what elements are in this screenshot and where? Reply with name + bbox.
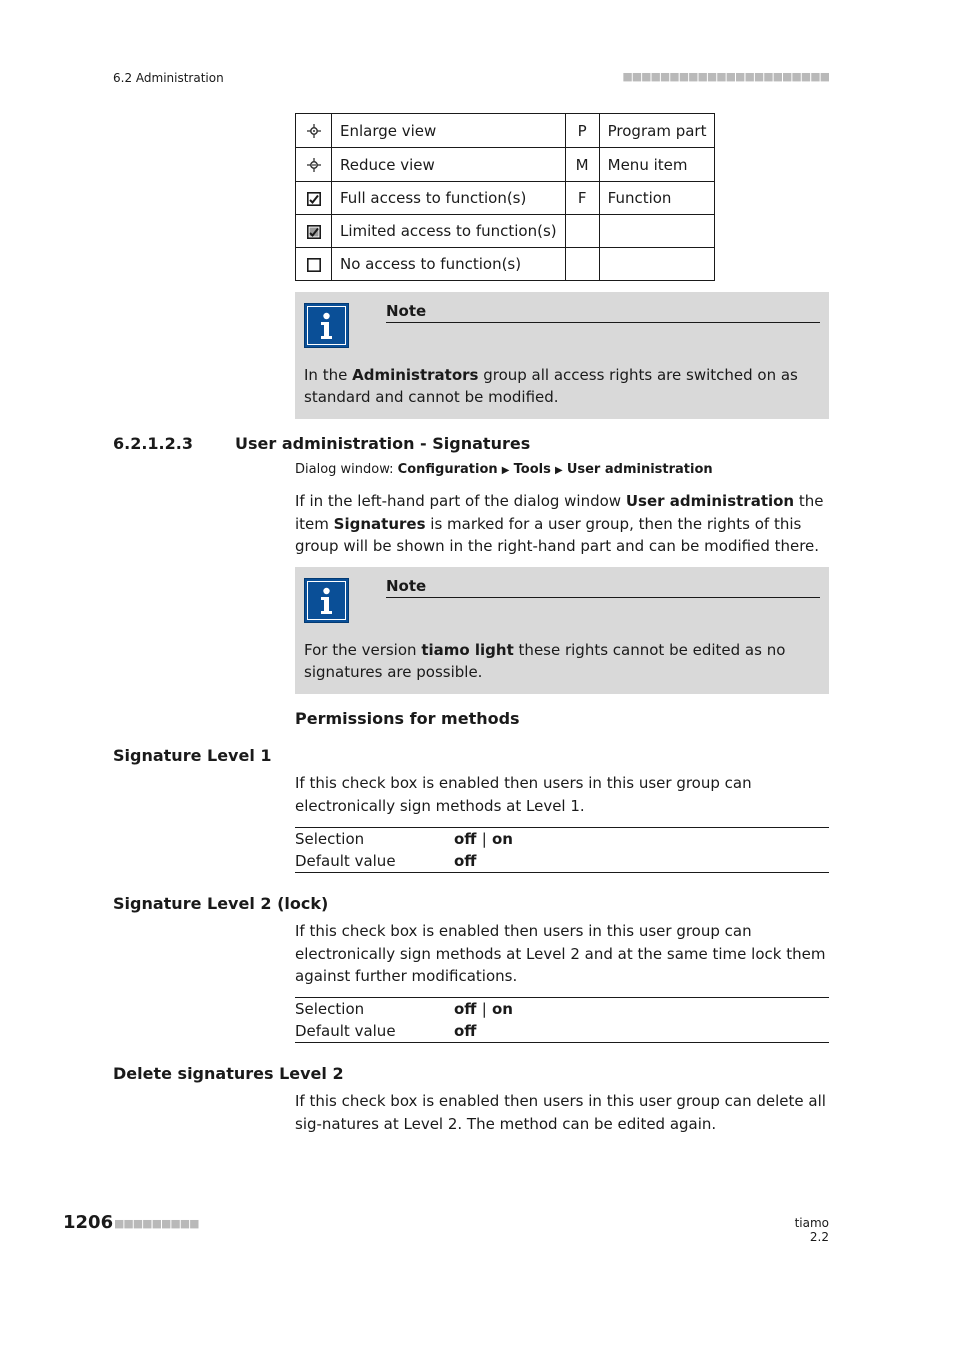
param-description: If this check box is enabled then users in this user group can electronically sign methods at Level 1. — [295, 774, 752, 815]
note-title: Note — [386, 302, 820, 323]
legend-meaning: Function — [599, 182, 715, 215]
table-row — [296, 248, 715, 281]
note-bold-term: tiamo light — [421, 641, 514, 659]
selection-values: off | on — [454, 830, 513, 848]
legend-key — [565, 215, 599, 248]
legend-meaning — [599, 215, 715, 248]
permissions-heading: Permissions for methods — [295, 709, 520, 728]
breadcrumb-item: Tools — [513, 462, 551, 477]
legend-label: Enlarge view — [332, 114, 566, 148]
table-row — [296, 182, 715, 215]
legend-key: F — [565, 182, 599, 215]
default-value: off — [454, 1022, 477, 1040]
full-access-checkbox-icon — [296, 182, 332, 215]
legend-label: No access to function(s) — [332, 248, 566, 281]
value-table — [295, 997, 829, 1043]
info-icon — [304, 578, 349, 623]
legend-label: Full access to function(s) — [332, 182, 566, 215]
param-description: If this check box is enabled then users in this user group can delete all sig-natures at Level 2. The method can be edited again. — [295, 1092, 826, 1133]
table-row — [296, 148, 715, 182]
default-label: Default value — [295, 852, 396, 870]
table-row — [296, 215, 715, 248]
info-icon — [304, 303, 349, 348]
breadcrumb-item: Configuration — [397, 462, 498, 477]
legend-key — [565, 248, 599, 281]
note-box-tiamo-light — [295, 567, 829, 694]
note-title: Note — [386, 577, 820, 598]
legend-meaning — [599, 248, 715, 281]
selection-values: off | on — [454, 1000, 513, 1018]
note-body: In the Administrators group all access rights are switched on as standard and cannot be modified. — [304, 366, 798, 406]
param-name: Signature Level 1 — [113, 746, 272, 765]
legend-key: P — [565, 114, 599, 148]
legend-meaning: Menu item — [599, 148, 715, 182]
section-number: 6.2.1.2.3 — [113, 434, 193, 453]
note-body: For the version tiamo light these rights cannot be edited as no signatures are possible. — [304, 641, 786, 681]
limited-access-checkbox-icon — [296, 215, 332, 248]
footer-dots: ■■■■■■■■■ — [114, 1217, 199, 1230]
param-name: Signature Level 2 (lock) — [113, 894, 329, 913]
table-row — [296, 114, 715, 148]
intro-paragraph: If in the left-hand part of the dialog window User administration the item Signatures is marked for a user group, then the rights of this group will be shown in the right-hand part and can be modified there. — [295, 492, 824, 555]
reduce-view-icon — [296, 148, 332, 182]
selection-label: Selection — [295, 1000, 365, 1018]
legend-label: Reduce view — [332, 148, 566, 182]
no-access-checkbox-icon — [296, 248, 332, 281]
dialog-path: Dialog window: Configuration ▶ Tools ▶ User administration — [295, 462, 713, 477]
running-header-section: 6.2 Administration — [113, 71, 224, 85]
param-description: If this check box is enabled then users in this user group can electronically sign methods at Level 2 and at the same time lock them against further modifications. — [295, 922, 826, 985]
selection-label: Selection — [295, 830, 365, 848]
default-value: off — [454, 852, 477, 870]
legend-label: Limited access to function(s) — [332, 215, 566, 248]
legend-meaning: Program part — [599, 114, 715, 148]
default-label: Default value — [295, 1022, 396, 1040]
page-number: 1206 — [63, 1212, 114, 1233]
legend-key: M — [565, 148, 599, 182]
icon-legend-table — [295, 113, 715, 281]
note-box-administrators — [295, 292, 829, 419]
enlarge-view-icon — [296, 114, 332, 148]
product-name: tiamo 2.2 — [794, 1216, 829, 1244]
section-title: User administration - Signatures — [235, 434, 531, 453]
value-table — [295, 827, 829, 873]
param-name: Delete signatures Level 2 — [113, 1064, 344, 1083]
breadcrumb-item: User administration — [566, 462, 713, 477]
running-header-dots: ■■■■■■■■■■■■■■■■■■■■■■ — [622, 70, 829, 83]
note-bold-term: Administrators — [352, 366, 479, 384]
